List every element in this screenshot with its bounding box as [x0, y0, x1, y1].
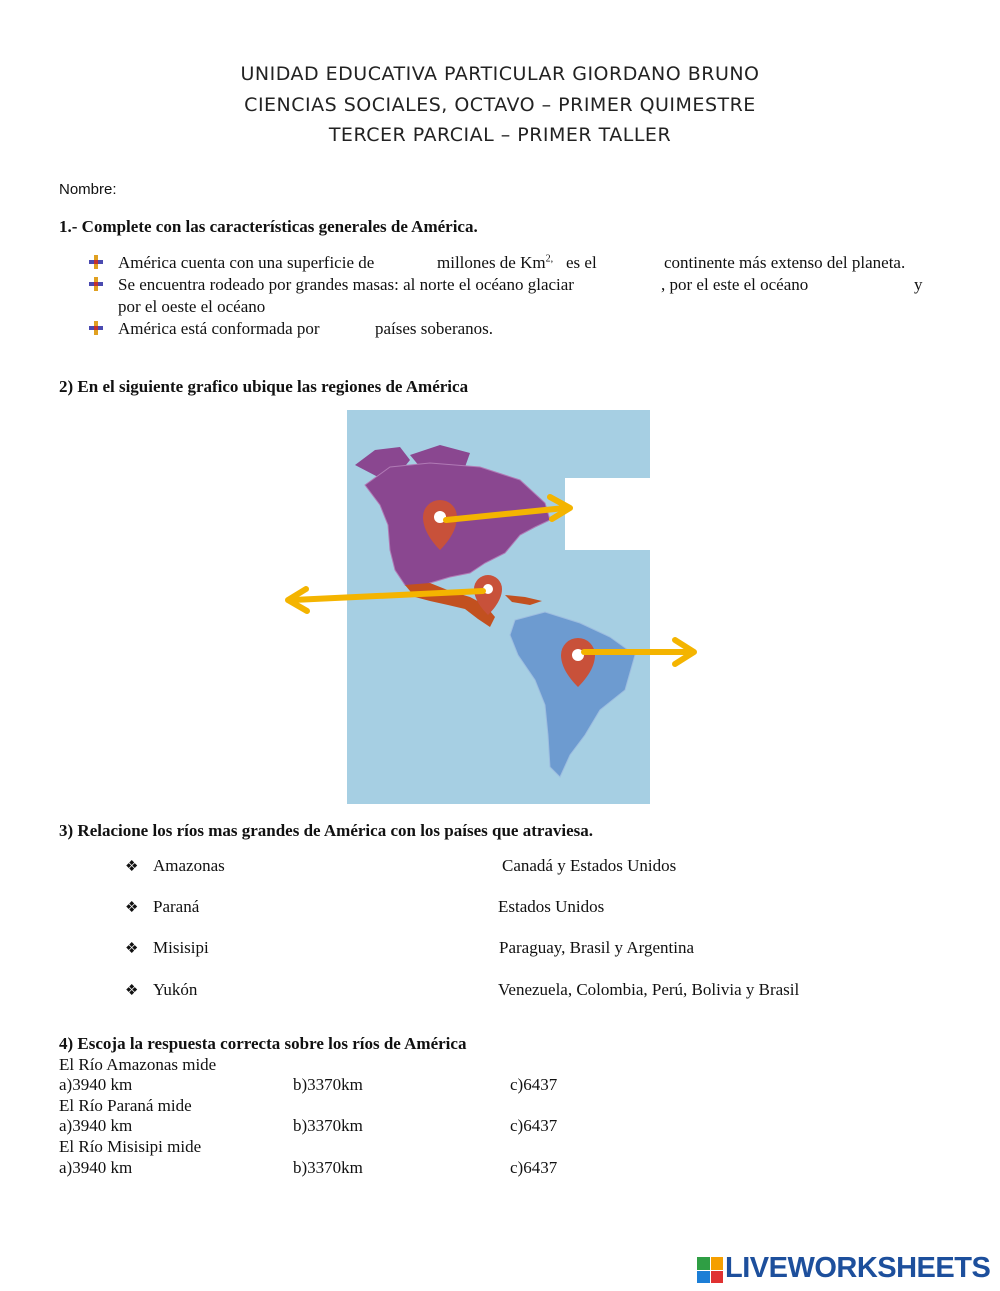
- header-line-2: CIENCIAS SOCIALES, OCTAVO – PRIMER QUIMESTRE: [244, 94, 756, 116]
- liveworksheets-logo-text: LIVEWORKSHEETS: [725, 1252, 991, 1284]
- country-item: Canadá y Estados Unidos: [502, 856, 677, 875]
- river-item: Misisipi: [153, 938, 209, 957]
- q4-option-b[interactable]: b)3370km: [293, 1116, 363, 1135]
- q4-prompt: El Río Paraná mide: [59, 1096, 192, 1115]
- america-map: [280, 405, 710, 810]
- q4-option-c[interactable]: c)6437: [510, 1116, 558, 1135]
- country-item: Paraguay, Brasil y Argentina: [499, 938, 694, 957]
- q1-b3-text-1: América está conformada por: [118, 319, 320, 338]
- river-item: Amazonas: [153, 856, 225, 875]
- question-1-title: 1.- Complete con las características generales de América.: [59, 217, 478, 236]
- q1-b1-text-4: continente más extenso del planeta.: [664, 253, 906, 272]
- name-label: Nombre:: [59, 181, 117, 198]
- q1-b2-text-2: , por el este el océano: [661, 275, 809, 294]
- q4-option-b[interactable]: b)3370km: [293, 1158, 363, 1177]
- q4-option-a[interactable]: a)3940 km: [59, 1116, 133, 1135]
- river-item: Paraná: [153, 897, 200, 916]
- river-item: Yukón: [153, 980, 198, 999]
- question-4-title: 4) Escoja la respuesta correcta sobre los ríos de América: [59, 1034, 467, 1053]
- question-3-title: 3) Relacione los ríos mas grandes de América con los países que atraviesa.: [59, 821, 594, 840]
- map-answer-box[interactable]: [565, 478, 651, 550]
- q1-b2-text-1: Se encuentra rodeado por grandes masas: al norte el océano glaciar: [118, 275, 574, 294]
- country-item: Venezuela, Colombia, Perú, Bolivia y Brasil: [498, 980, 800, 999]
- q1-b2-text-3: y: [914, 275, 923, 294]
- q4-option-a[interactable]: a)3940 km: [59, 1075, 133, 1094]
- diamond-bullet-icon: ❖: [125, 983, 139, 999]
- q1-b3-text-2: países soberanos.: [375, 319, 494, 338]
- q4-prompt: El Río Amazonas mide: [59, 1055, 217, 1074]
- header-line-1: UNIDAD EDUCATIVA PARTICULAR GIORDANO BRUNO: [240, 63, 760, 85]
- q1-b1-text-2: millones de $Km^{2,}$: [437, 253, 554, 272]
- header-line-3: TERCER PARCIAL – PRIMER TALLER: [328, 124, 672, 146]
- q1-b1-text-1: América cuenta con una superficie de: [118, 253, 375, 272]
- q1-b1-superscript: 2,: [545, 253, 554, 265]
- q4-option-c[interactable]: c)6437: [510, 1158, 558, 1177]
- q4-option-a[interactable]: a)3940 km: [59, 1158, 133, 1177]
- bullet-icon: [88, 276, 104, 292]
- country-item: Estados Unidos: [498, 897, 605, 916]
- q1-b1-text-3: es el: [566, 253, 597, 272]
- diamond-bullet-icon: ❖: [125, 859, 139, 875]
- diamond-bullet-icon: ❖: [125, 900, 139, 916]
- diamond-bullet-icon: ❖: [125, 941, 139, 957]
- liveworksheets-logo-icon: [697, 1257, 723, 1283]
- question-2-title: 2) En el siguiente grafico ubique las regiones de América: [59, 377, 469, 396]
- q4-option-b[interactable]: b)3370km: [293, 1075, 363, 1094]
- q1-b2-line-2: por el oeste el océano: [118, 297, 266, 316]
- q4-prompt: El Río Misisipi mide: [59, 1137, 202, 1156]
- bullet-icon: [88, 320, 104, 336]
- q4-option-c[interactable]: c)6437: [510, 1075, 558, 1094]
- bullet-icon: [88, 254, 104, 270]
